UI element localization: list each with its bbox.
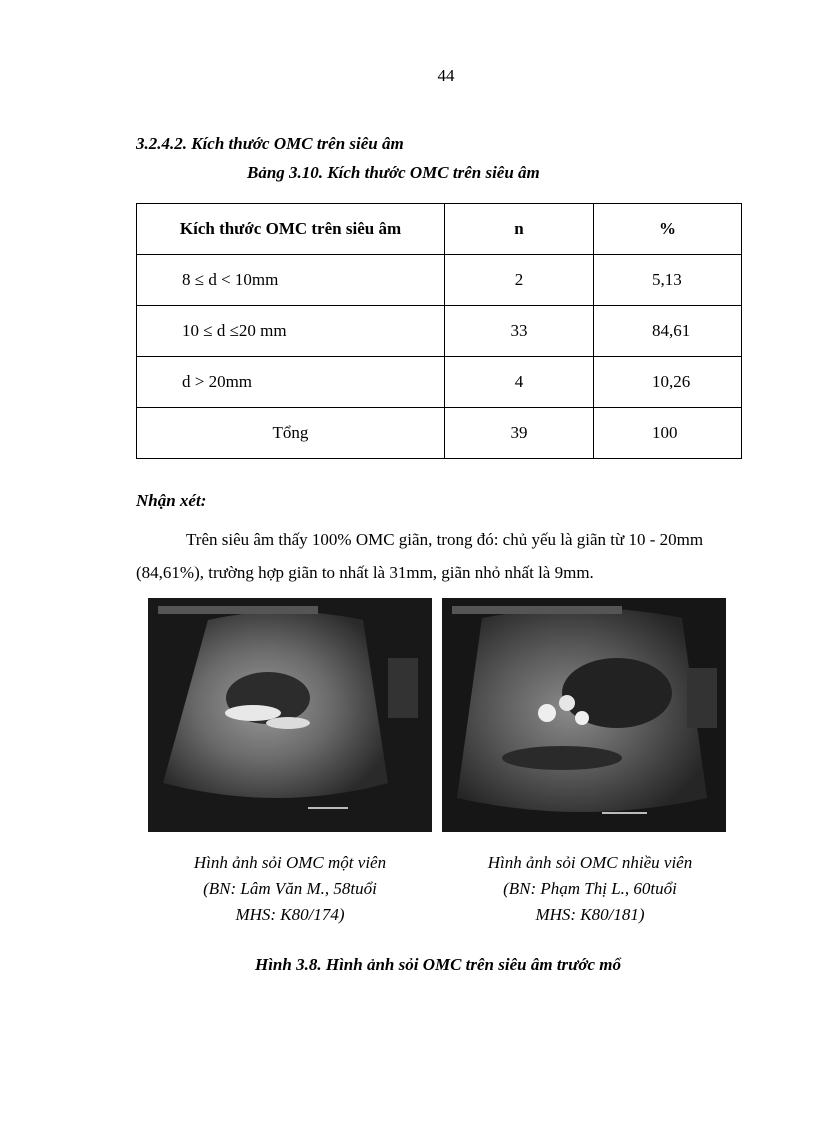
table-header-n: n	[445, 204, 594, 255]
table-cell-total-percent: 100	[594, 408, 742, 459]
table-cell-n: 2	[445, 255, 594, 306]
table-cell-total-n: 39	[445, 408, 594, 459]
caption-line: (BN: Lâm Văn M., 58tuổi	[203, 879, 377, 898]
remark-label: Nhận xét:	[136, 491, 207, 510]
caption-line: MHS: K80/181)	[535, 905, 645, 924]
table-cell-total-label: Tổng	[137, 408, 445, 459]
table-header-size: Kích thước OMC trên siêu âm	[137, 204, 445, 255]
caption-line: MHS: K80/174)	[235, 905, 345, 924]
table-cell-percent: 5,13	[594, 255, 742, 306]
ultrasound-image-multiple-stones	[442, 598, 726, 832]
page-number: 44	[437, 66, 455, 85]
remark-line-1: Trên siêu âm thấy 100% OMC giãn, trong đó: chủ yếu là giãn từ 10 - 20mm	[186, 530, 704, 549]
remark-line-2: (84,61%), trường hợp giãn to nhất là 31mm, giãn nhỏ nhất là 9mm.	[136, 563, 594, 582]
section-heading: 3.2.4.2. Kích thước OMC trên siêu âm	[136, 134, 404, 153]
image-caption-single-stone	[140, 850, 440, 928]
table-cell-percent: 84,61	[594, 306, 742, 357]
table-cell-size: 10 ≤ d ≤20 mm	[137, 306, 445, 357]
table-cell-n: 33	[445, 306, 594, 357]
caption-line: Hình ảnh sỏi OMC nhiều viên	[487, 853, 693, 872]
figure-caption: Hình 3.8. Hình ảnh sỏi OMC trên siêu âm trước mổ	[254, 955, 621, 974]
table-header-percent: %	[594, 204, 742, 255]
image-caption-multiple-stones	[440, 850, 740, 928]
table-total-row	[137, 408, 742, 459]
table-cell-percent: 10,26	[594, 357, 742, 408]
caption-line: Hình ảnh sỏi OMC một viên	[193, 853, 387, 872]
table-row	[137, 255, 742, 306]
table-cell-n: 4	[445, 357, 594, 408]
table-row	[137, 357, 742, 408]
table-cell-size: 8 ≤ d < 10mm	[137, 255, 445, 306]
table-cell-size: d > 20mm	[137, 357, 445, 408]
table-row	[137, 306, 742, 357]
ultrasound-image-single-stone	[148, 598, 432, 832]
table-caption: Bảng 3.10. Kích thước OMC trên siêu âm	[247, 163, 540, 182]
caption-line: (BN: Phạm Thị L., 60tuổi	[503, 879, 677, 898]
table-header-row	[137, 204, 742, 255]
omc-size-table	[136, 203, 742, 459]
